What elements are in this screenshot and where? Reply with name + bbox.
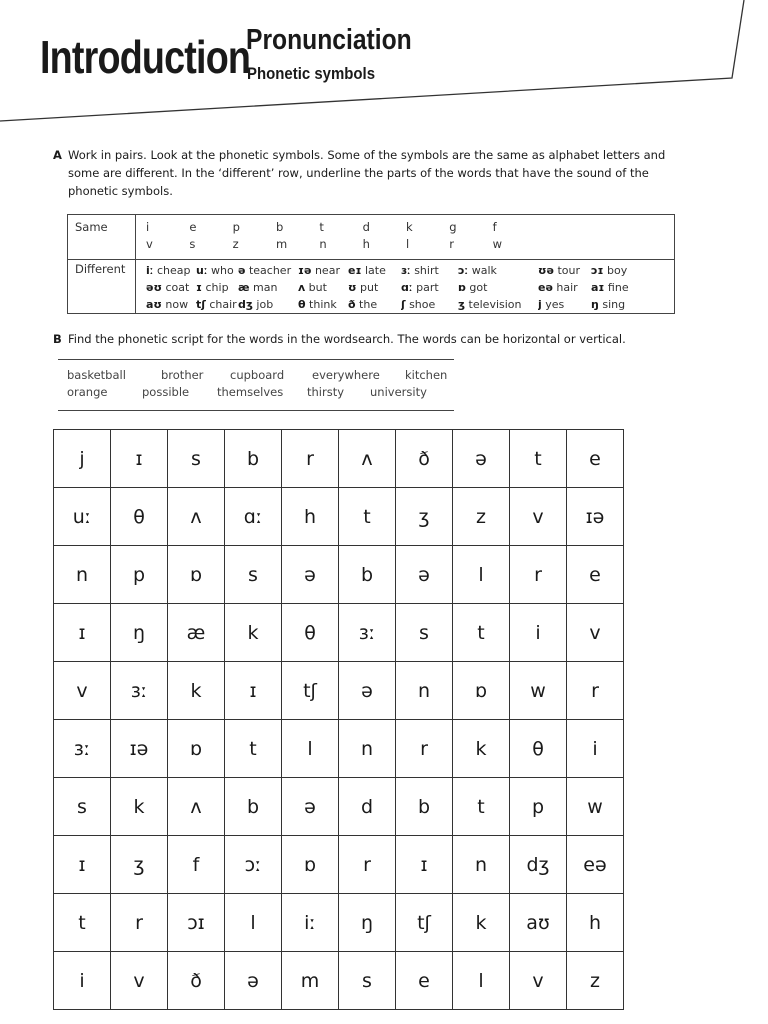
word-bank-word: thirsty — [307, 385, 345, 399]
example-word[interactable]: fine — [604, 281, 629, 294]
wordsearch-cell[interactable]: ə — [453, 430, 510, 488]
symbol-example — [348, 296, 401, 313]
wordsearch-cell[interactable]: n — [396, 662, 453, 720]
wordsearch-cell[interactable]: θ — [282, 604, 339, 662]
same-symbols — [146, 219, 536, 253]
wordsearch-cell[interactable]: b — [225, 778, 282, 836]
same-symbol: t — [319, 220, 324, 234]
symbol-example — [238, 296, 298, 313]
wordsearch-cell[interactable]: ɪ — [225, 662, 282, 720]
phonetic-symbol: ɒ — [458, 281, 466, 294]
example-word[interactable]: hair — [552, 281, 578, 294]
symbol-example — [348, 262, 401, 279]
wordsearch-cell[interactable]: r — [282, 430, 339, 488]
word-bank-word: kitchen — [405, 368, 448, 382]
same-symbol: d — [362, 220, 370, 234]
wordsearch-cell[interactable]: r — [111, 894, 168, 952]
same-symbol: m — [275, 237, 288, 251]
phonetic-symbol: aɪ — [591, 281, 605, 294]
wordsearch-cell[interactable]: v — [567, 604, 624, 662]
same-symbol: k — [405, 220, 413, 234]
phonetic-symbol: ð — [348, 298, 356, 311]
wordsearch-cell[interactable]: ə — [225, 952, 282, 1010]
wordsearch-cell[interactable]: ʌ — [168, 488, 225, 546]
wordsearch-cell[interactable]: t — [453, 604, 510, 662]
same-symbol: b — [275, 220, 284, 234]
symbol-example — [591, 296, 641, 313]
symbol-example — [401, 279, 458, 296]
wordsearch-cell[interactable]: r — [510, 546, 567, 604]
wordsearch-cell[interactable]: e — [567, 430, 624, 488]
wordsearch-cell[interactable]: h — [282, 488, 339, 546]
wordsearch-cell[interactable]: s — [225, 546, 282, 604]
wordsearch-cell[interactable]: t — [225, 720, 282, 778]
wordsearch-cell[interactable]: r — [396, 720, 453, 778]
phonetic-symbol: ʌ — [298, 281, 306, 294]
word-bank-word: university — [370, 385, 427, 399]
symbol-example — [298, 262, 348, 279]
wordsearch-cell[interactable]: ɪ — [396, 836, 453, 894]
phonetic-symbol: tʃ — [196, 298, 206, 311]
same-symbol: g — [449, 220, 457, 234]
symbol-example — [298, 279, 348, 296]
different-symbols-line — [146, 279, 676, 296]
word-bank-word: basketball — [67, 368, 126, 382]
word-bank-word: cupboard — [230, 368, 285, 382]
wordsearch-cell[interactable]: t — [453, 778, 510, 836]
phonetic-symbol: uː — [196, 264, 208, 277]
wordsearch-cell[interactable]: ʌ — [339, 430, 396, 488]
phonetic-symbol: eə — [538, 281, 553, 294]
phonetic-symbol: ɪ — [196, 281, 202, 294]
same-symbols-line — [146, 236, 536, 253]
example-word[interactable]: cheap — [153, 264, 191, 277]
phonetic-symbol: iː — [146, 264, 154, 277]
wordsearch-cell[interactable]: k — [453, 720, 510, 778]
symbol-example — [196, 262, 238, 279]
symbol-example — [591, 279, 641, 296]
wordsearch-cell[interactable]: eə — [567, 836, 624, 894]
exercise-a — [53, 146, 683, 200]
wordsearch-cell[interactable]: m — [282, 952, 339, 1010]
wordsearch-cell[interactable]: z — [567, 952, 624, 1010]
same-symbol: i — [146, 220, 150, 234]
phonetic-symbol: ʒ — [458, 298, 466, 311]
example-word[interactable]: late — [361, 264, 386, 277]
symbol-example — [591, 262, 641, 279]
symbol-example — [298, 296, 348, 313]
exercise-b — [53, 330, 713, 348]
different-row-label: Different — [75, 262, 126, 276]
word-bank-word: brother — [161, 368, 204, 382]
phonetic-symbol: ɑː — [401, 281, 413, 294]
wordsearch-cell[interactable]: ɪ — [111, 430, 168, 488]
symbol-example — [458, 262, 538, 279]
wordsearch-cell[interactable]: v — [510, 952, 567, 1010]
wordsearch-cell[interactable]: uː — [54, 488, 111, 546]
different-symbols-line — [146, 262, 676, 279]
wordsearch-cell[interactable]: w — [510, 662, 567, 720]
symbol-example — [146, 279, 196, 296]
same-symbol: h — [362, 237, 370, 251]
wordsearch-cell[interactable]: ə — [282, 778, 339, 836]
wordsearch-cell[interactable]: ɔɪ — [168, 894, 225, 952]
wordsearch-cell[interactable]: b — [225, 430, 282, 488]
wordsearch-cell[interactable]: ʒ — [111, 836, 168, 894]
example-word[interactable]: now — [161, 298, 189, 311]
wordsearch-cell[interactable]: iː — [282, 894, 339, 952]
wordsearch-cell[interactable]: ɒ — [453, 662, 510, 720]
wordsearch-cell[interactable]: d — [339, 778, 396, 836]
wordsearch-cell[interactable]: ɒ — [282, 836, 339, 894]
example-word[interactable]: sing — [598, 298, 626, 311]
wordsearch-cell[interactable]: f — [168, 836, 225, 894]
wordsearch-cell[interactable]: i — [567, 720, 624, 778]
wordsearch-cell[interactable]: ɪ — [54, 604, 111, 662]
example-word[interactable]: job — [252, 298, 274, 311]
wordsearch-cell[interactable]: p — [111, 546, 168, 604]
exercise-letter-b: B — [53, 332, 62, 346]
wordsearch-cell[interactable]: z — [453, 488, 510, 546]
example-word[interactable]: coat — [161, 281, 190, 294]
wordsearch-cell[interactable]: s — [396, 604, 453, 662]
phonetic-symbol: ʃ — [401, 298, 406, 311]
wordsearch-cell[interactable]: v — [510, 488, 567, 546]
word-bank — [58, 359, 454, 411]
wordsearch-cell[interactable]: ɜː — [111, 662, 168, 720]
wordsearch-cell[interactable]: r — [339, 836, 396, 894]
wordsearch-cell[interactable]: l — [282, 720, 339, 778]
wordsearch-cell[interactable]: t — [510, 430, 567, 488]
symbol-example — [196, 296, 238, 313]
word-bank-word: everywhere — [312, 368, 380, 382]
exercise-b-instruction: Find the phonetic script for the words in the wordsearch. The words can be horizontal or vertical. — [68, 332, 626, 346]
example-word[interactable]: part — [412, 281, 439, 294]
same-symbol: p — [232, 220, 240, 234]
same-symbol: s — [189, 237, 196, 251]
wordsearch-cell[interactable]: b — [339, 546, 396, 604]
symbol-example — [146, 262, 196, 279]
same-symbol: n — [319, 237, 327, 251]
wordsearch-cell[interactable]: s — [54, 778, 111, 836]
wordsearch-cell[interactable]: p — [510, 778, 567, 836]
instruction-line: phonetic symbols. — [68, 184, 173, 198]
same-symbol: f — [492, 220, 497, 234]
same-symbol: z — [232, 237, 239, 251]
wordsearch-cell[interactable]: t — [339, 488, 396, 546]
wordsearch-cell[interactable]: k — [225, 604, 282, 662]
example-word[interactable]: man — [249, 281, 278, 294]
example-word[interactable]: teacher — [245, 264, 292, 277]
symbol-example — [538, 296, 591, 313]
symbol-example — [238, 262, 298, 279]
wordsearch-cell[interactable]: v — [111, 952, 168, 1010]
wordsearch-cell[interactable]: ð — [168, 952, 225, 1010]
example-word[interactable]: the — [355, 298, 378, 311]
section-title: Pronunciation — [246, 24, 412, 56]
symbol-example — [196, 279, 238, 296]
wordsearch-cell[interactable]: ɑː — [225, 488, 282, 546]
same-symbol: l — [405, 237, 410, 251]
phonetic-symbol: əʊ — [146, 281, 162, 294]
symbol-example — [401, 296, 458, 313]
example-word[interactable]: who — [207, 264, 234, 277]
wordsearch-cell[interactable]: l — [453, 546, 510, 604]
example-word[interactable]: tour — [553, 264, 581, 277]
phonetic-symbol: ŋ — [591, 298, 599, 311]
wordsearch-cell[interactable]: ɔː — [225, 836, 282, 894]
different-symbols — [146, 262, 676, 313]
wordsearch-cell[interactable]: l — [225, 894, 282, 952]
wordsearch-cell[interactable]: e — [567, 546, 624, 604]
instruction-line: some are different. In the ‘different’ row, underline the parts of the words that have the sound of the — [68, 166, 649, 180]
wordsearch-cell[interactable]: i — [510, 604, 567, 662]
symbol-example — [238, 279, 298, 296]
wordsearch-cell[interactable]: s — [339, 952, 396, 1010]
wordsearch-cell[interactable]: j — [54, 430, 111, 488]
wordsearch-grid — [53, 429, 624, 1010]
wordsearch-cell[interactable]: k — [453, 894, 510, 952]
wordsearch-cell[interactable]: e — [396, 952, 453, 1010]
page-title: Introduction — [40, 31, 251, 83]
symbol-example — [146, 296, 196, 313]
phonetic-symbol: ə — [238, 264, 246, 277]
example-word[interactable]: think — [305, 298, 337, 311]
instruction-line: Work in pairs. Look at the phonetic symbols. Some of the symbols are the same as alphabet letters and — [68, 148, 666, 162]
wordsearch-cell[interactable]: t — [54, 894, 111, 952]
wordsearch-cell[interactable]: b — [396, 778, 453, 836]
wordsearch-cell[interactable]: ə — [339, 662, 396, 720]
word-bank-word: possible — [142, 385, 190, 399]
wordsearch-cell[interactable]: n — [54, 546, 111, 604]
phonetic-symbol: ɔː — [458, 264, 469, 277]
example-word[interactable]: television — [465, 298, 522, 311]
phonetic-symbol: dʒ — [238, 298, 253, 311]
wordsearch-cell[interactable]: n — [453, 836, 510, 894]
wordsearch-cell[interactable]: ŋ — [339, 894, 396, 952]
wordsearch-cell[interactable]: ɪə — [567, 488, 624, 546]
wordsearch-cell[interactable]: v — [54, 662, 111, 720]
different-symbols-line — [146, 296, 676, 313]
word-bank-word: orange — [67, 385, 108, 399]
phonetic-symbol: ɪə — [298, 264, 312, 277]
wordsearch-cell[interactable]: tʃ — [282, 662, 339, 720]
word-bank-word: themselves — [217, 385, 284, 399]
wordsearch-cell[interactable]: ɜː — [54, 720, 111, 778]
example-word[interactable]: walk — [468, 264, 497, 277]
example-word[interactable]: chip — [202, 281, 229, 294]
same-row-label: Same — [75, 220, 108, 234]
table-column-divider — [135, 215, 136, 313]
wordsearch-cell[interactable]: æ — [168, 604, 225, 662]
symbol-example — [458, 296, 538, 313]
wordsearch-cell[interactable]: ð — [396, 430, 453, 488]
wordsearch-cell[interactable]: s — [168, 430, 225, 488]
symbol-example — [458, 279, 538, 296]
wordsearch-cell[interactable]: ɪ — [54, 836, 111, 894]
phonetic-symbol: eɪ — [348, 264, 362, 277]
wordsearch-cell[interactable]: w — [567, 778, 624, 836]
wordsearch-cell[interactable]: ɜː — [339, 604, 396, 662]
example-word[interactable]: near — [311, 264, 340, 277]
wordsearch-cell[interactable]: dʒ — [510, 836, 567, 894]
wordsearch-cell[interactable]: k — [168, 662, 225, 720]
wordsearch-cell[interactable]: ɒ — [168, 720, 225, 778]
phonetic-symbol: ʊ — [348, 281, 357, 294]
wordsearch-cell[interactable]: ŋ — [111, 604, 168, 662]
wordsearch-cell[interactable]: h — [567, 894, 624, 952]
same-symbol: r — [449, 237, 455, 251]
phonetic-symbol: j — [538, 298, 542, 311]
phonetic-symbol: æ — [238, 281, 250, 294]
symbol-example — [538, 279, 591, 296]
wordsearch-cell[interactable]: aʊ — [510, 894, 567, 952]
example-word[interactable]: got — [465, 281, 488, 294]
page-subtitle: Phonetic symbols — [247, 64, 376, 83]
example-word[interactable]: but — [305, 281, 327, 294]
wordsearch-cell[interactable]: r — [567, 662, 624, 720]
symbol-example — [538, 262, 591, 279]
symbol-example — [348, 279, 401, 296]
symbol-example — [401, 262, 458, 279]
wordsearch-cell[interactable]: l — [453, 952, 510, 1010]
wordsearch-cell[interactable]: θ — [510, 720, 567, 778]
same-symbol: e — [189, 220, 197, 234]
same-symbol: v — [146, 237, 153, 251]
phonetic-symbols-table — [67, 214, 675, 314]
phonetic-symbol: aʊ — [146, 298, 162, 311]
example-word[interactable]: shoe — [405, 298, 436, 311]
wordsearch-cell[interactable]: k — [111, 778, 168, 836]
wordsearch-cell[interactable]: θ — [111, 488, 168, 546]
exercise-letter-a: A — [53, 148, 62, 162]
wordsearch-cell[interactable]: n — [339, 720, 396, 778]
example-word[interactable]: chair — [205, 298, 237, 311]
wordsearch-cell[interactable]: i — [54, 952, 111, 1010]
table-row-divider — [68, 259, 674, 260]
wordsearch-cell[interactable]: ə — [282, 546, 339, 604]
exercise-a-instruction — [68, 146, 683, 200]
example-word[interactable]: put — [356, 281, 379, 294]
wordsearch-cell[interactable]: ɪə — [111, 720, 168, 778]
example-word[interactable]: shirt — [410, 264, 439, 277]
phonetic-symbol: ɔɪ — [591, 264, 604, 277]
wordsearch-cell[interactable]: tʃ — [396, 894, 453, 952]
wordsearch-cell[interactable]: ɒ — [168, 546, 225, 604]
wordsearch-cell[interactable]: ʌ — [168, 778, 225, 836]
wordsearch-cell[interactable]: ə — [396, 546, 453, 604]
wordsearch-cell[interactable]: ʒ — [396, 488, 453, 546]
phonetic-symbol: ɜː — [401, 264, 411, 277]
example-word[interactable]: yes — [541, 298, 565, 311]
example-word[interactable]: boy — [603, 264, 628, 277]
phonetic-symbol: ʊə — [538, 264, 554, 277]
same-symbol: w — [492, 237, 503, 251]
phonetic-symbol: θ — [298, 298, 306, 311]
same-symbols-line — [146, 219, 536, 236]
